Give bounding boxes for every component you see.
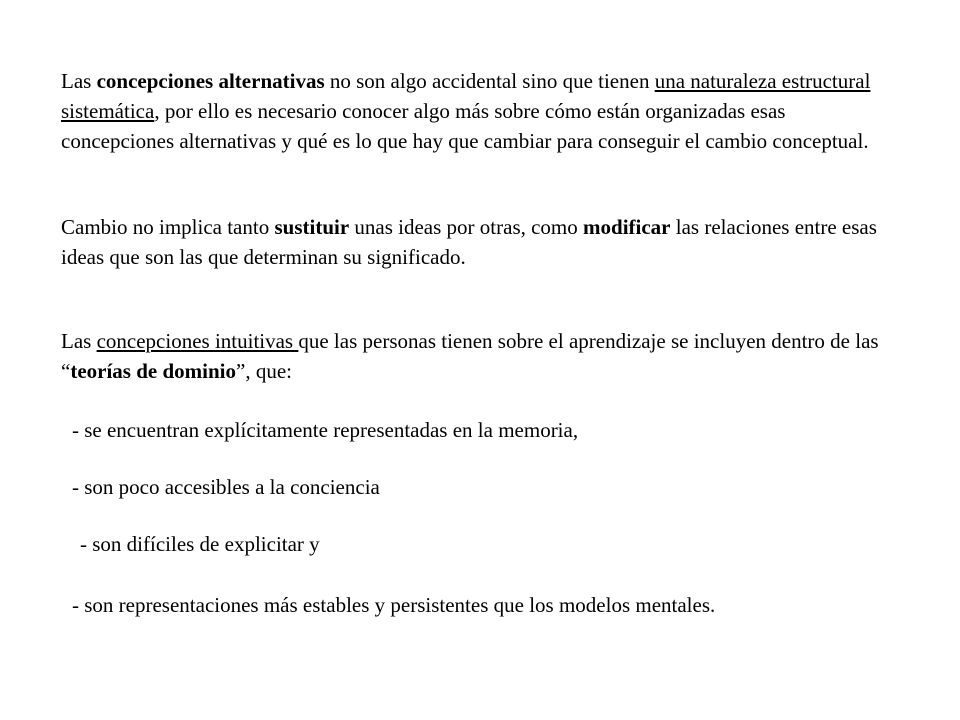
paragraph-text: Cambio no implica tanto <box>61 215 275 239</box>
paragraph-text: unas ideas por otras, como <box>349 215 584 239</box>
list-item: - son difíciles de explicitar y <box>80 532 320 556</box>
bold-term: sustituir <box>274 215 350 239</box>
paragraph-intuitive-conceptions <box>61 326 891 386</box>
paragraph-text: no son algo accidental sino que tienen <box>324 69 655 93</box>
paragraph-change <box>61 212 891 272</box>
underlined-phrase: concepciones intuitivas <box>96 329 299 353</box>
bold-term: modificar <box>583 215 671 239</box>
bold-term: concepciones alternativas <box>96 69 325 93</box>
paragraph-text: , por ello es necesario conocer algo más sobre cómo están organizadas esas concepciones alternativas y qué es lo que hay que cambiar para conseguir el cambio conceptual. <box>61 99 869 153</box>
bold-term: teorías de dominio <box>70 359 236 383</box>
list-item: - se encuentran explícitamente representadas en la memoria, <box>72 418 579 442</box>
underlined-phrase: una naturaleza estructural sistemática <box>61 69 871 123</box>
paragraph-text: Las <box>61 329 97 353</box>
paragraph-text: que las personas tienen sobre el aprendizaje se incluyen dentro de las “ <box>61 329 879 383</box>
paragraph-text: las relaciones entre esas ideas que son las que determinan su significado. <box>61 215 877 269</box>
paragraph-text: ”, que: <box>236 359 292 383</box>
paragraph-text: Las <box>61 69 97 93</box>
list-item: - son representaciones más estables y persistentes que los modelos mentales. <box>72 593 716 617</box>
paragraph-alternative-conceptions <box>61 66 891 156</box>
list-item: - son poco accesibles a la conciencia <box>72 475 380 499</box>
